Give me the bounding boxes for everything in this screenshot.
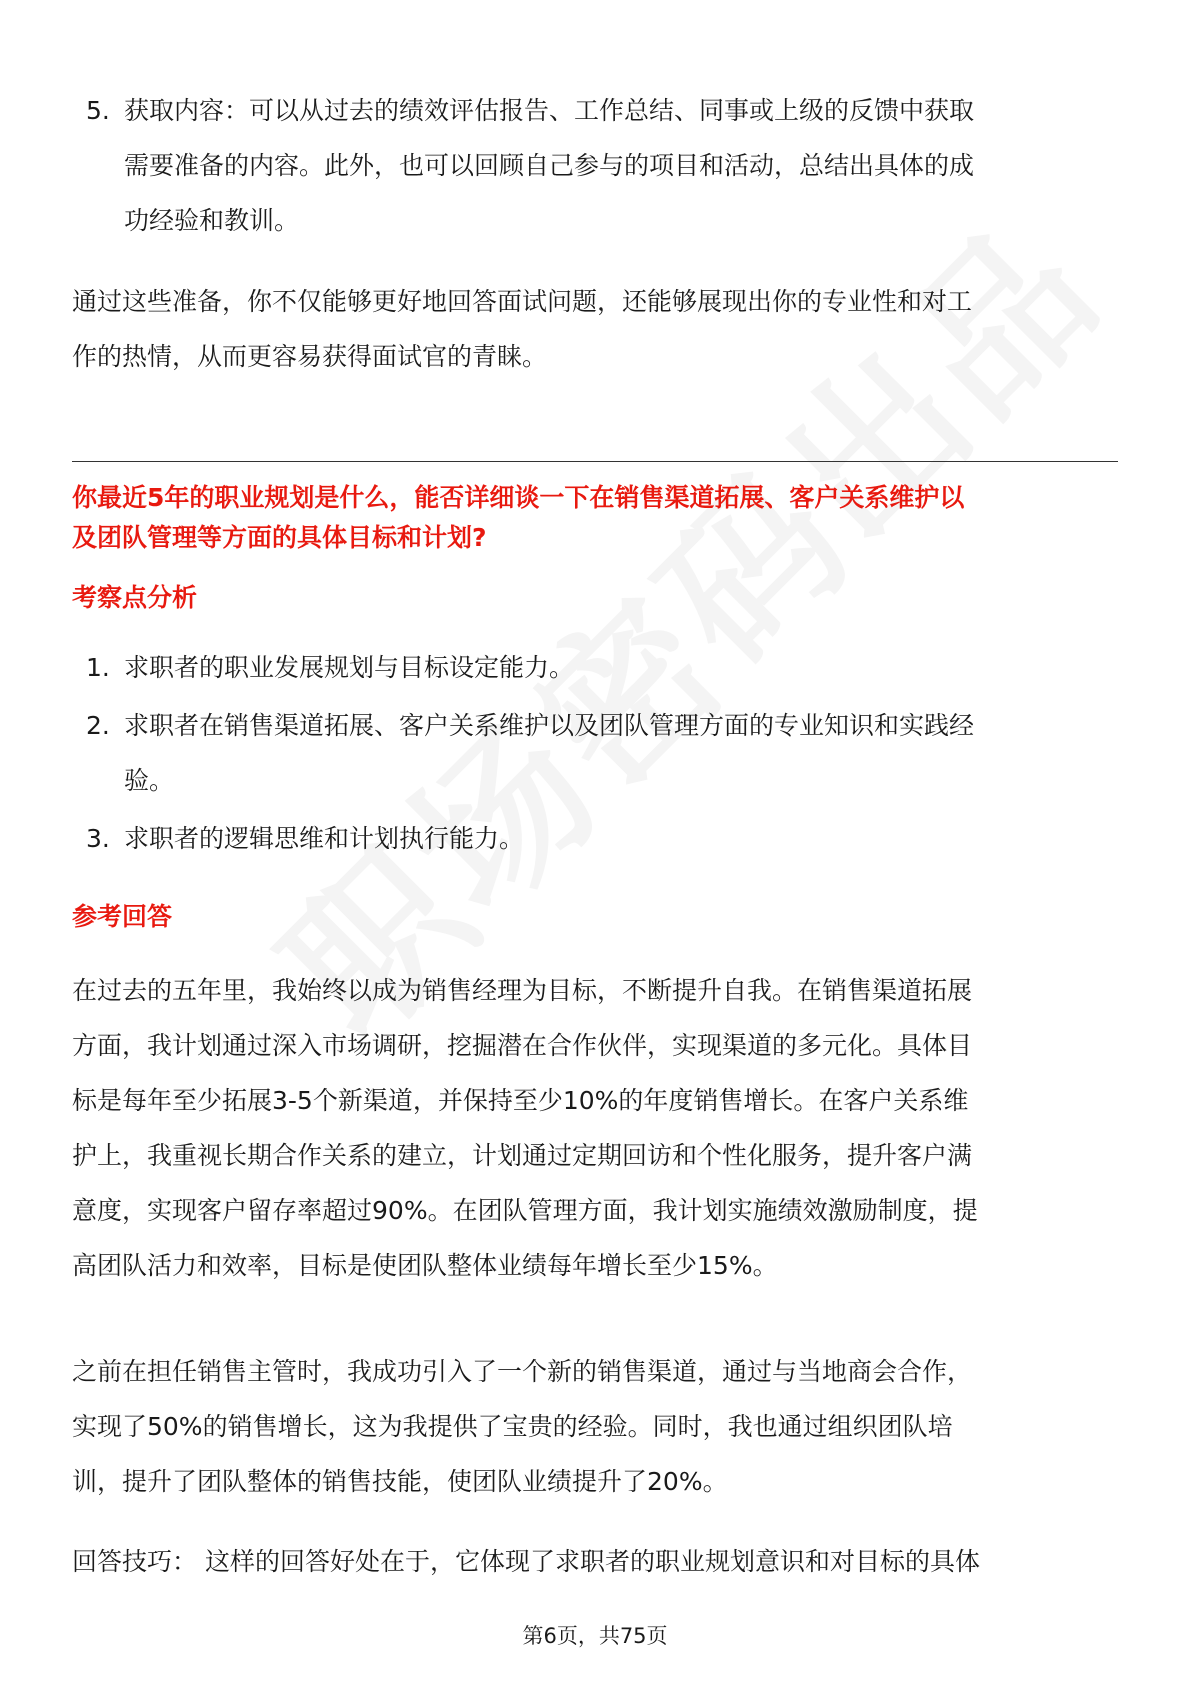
continued-numbered-list xyxy=(72,83,1118,248)
analysis-list-container xyxy=(72,640,1118,866)
list-item xyxy=(72,811,1118,866)
answer-line: 训，提升了团队整体的销售技能，使团队业绩提升了20%。 xyxy=(72,1467,728,1496)
list-item xyxy=(72,698,1118,808)
answer-line: 在过去的五年里，我始终以成为销售经理为目标，不断提升自我。在销售渠道拓展 xyxy=(72,976,973,1005)
list-line: 求职者在销售渠道拓展、客户关系维护以及团队管理方面的专业知识和实践经 xyxy=(124,711,975,740)
list-item xyxy=(72,640,1118,695)
section-divider xyxy=(72,461,1118,462)
list-item xyxy=(72,83,1118,248)
question-block xyxy=(72,478,1118,558)
answer-paragraph-1 xyxy=(72,963,1118,1293)
question-line: 你最近5年的职业规划是什么，能否详细谈一下在销售渠道拓展、客户关系维护以 xyxy=(72,483,965,512)
answer-line: 方面，我计划通过深入市场调研，挖掘潜在合作伙伴，实现渠道的多元化。具体目 xyxy=(72,1031,973,1060)
list-number: 1. xyxy=(86,653,110,682)
list-number: 3. xyxy=(86,824,110,853)
list-line: 功经验和教训。 xyxy=(124,206,300,235)
page-number-footer: 第6页，共75页 xyxy=(522,1624,668,1648)
analysis-numbered-list xyxy=(72,640,1118,866)
answer-section xyxy=(72,897,1118,937)
answer-line: 之前在担任销售主管时，我成功引入了一个新的销售渠道，通过与当地商会合作， xyxy=(72,1357,973,1386)
list-line: 需要准备的内容。此外，也可以回顾自己参与的项目和活动，总结出具体的成 xyxy=(124,151,975,180)
list-line: 求职者的职业发展规划与目标设定能力。 xyxy=(124,653,575,682)
answer-line: 高团队活力和效率，目标是使团队整体业绩每年增长至少15%。 xyxy=(72,1251,778,1280)
analysis-section xyxy=(72,578,1118,618)
summary-line: 作的热情，从而更容易获得面试官的青睐。 xyxy=(72,342,548,371)
summary-paragraph xyxy=(72,274,1118,384)
answer-line: 意度，实现客户留存率超过90%。在团队管理方面，我计划实施绩效激励制度，提 xyxy=(72,1196,978,1225)
answer-line: 实现了50%的销售增长，这为我提供了宝贵的经验。同时，我也通过组织团队培 xyxy=(72,1412,953,1441)
list-line: 验。 xyxy=(124,766,175,795)
answer-heading: 参考回答 xyxy=(72,902,173,931)
continued-list xyxy=(72,83,1118,248)
list-line: 获取内容：可以从过去的绩效评估报告、工作总结、同事或上级的反馈中获取 xyxy=(124,96,975,125)
summary-line: 通过这些准备，你不仅能够更好地回答面试问题，还能够展现出你的专业性和对工 xyxy=(72,287,973,316)
question-line: 及团队管理等方面的具体目标和计划? xyxy=(72,523,487,552)
analysis-heading: 考察点分析 xyxy=(72,583,198,612)
list-line: 求职者的逻辑思维和计划执行能力。 xyxy=(124,824,525,853)
answer-line: 护上，我重视长期合作关系的建立，计划通过定期回访和个性化服务，提升客户满 xyxy=(72,1141,973,1170)
answer-paragraph-2 xyxy=(72,1344,1118,1509)
tips-line: 回答技巧： 这样的回答好处在于，它体现了求职者的职业规划意识和对目标的具体 xyxy=(72,1547,980,1576)
list-number: 5. xyxy=(86,96,110,125)
list-number: 2. xyxy=(86,711,110,740)
tips-paragraph xyxy=(72,1534,1118,1589)
answer-line: 标是每年至少拓展3-5个新渠道，并保持至少10%的年度销售增长。在客户关系维 xyxy=(72,1086,969,1115)
